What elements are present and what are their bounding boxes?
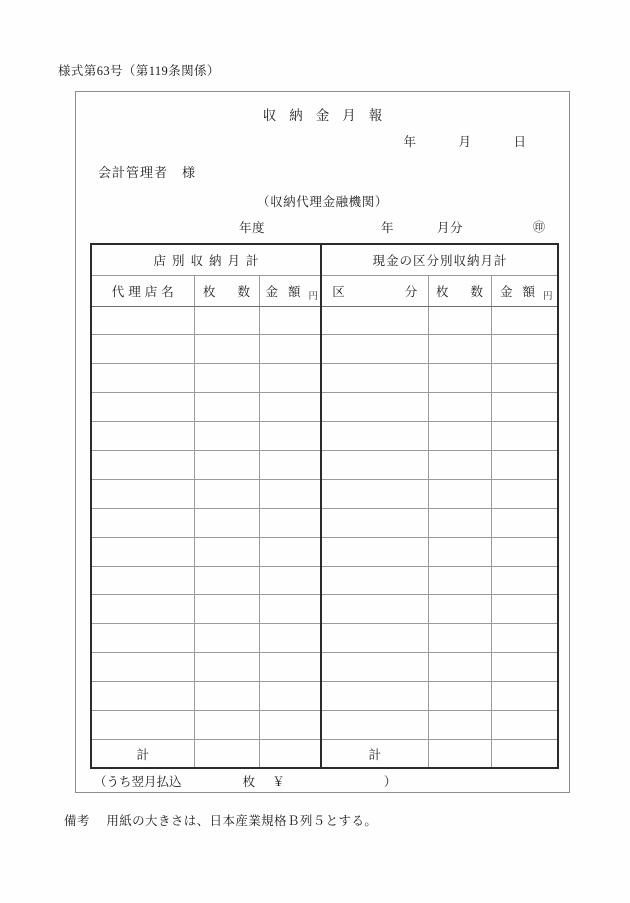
cell-amount-left[interactable] (259, 566, 321, 595)
carry-note-open: （うち翌月払込 (94, 775, 182, 789)
cell-category[interactable] (321, 306, 428, 335)
cell-category[interactable] (321, 682, 428, 711)
col-header-sheets-left-part2: 数 (237, 284, 251, 299)
cell-sheets-left[interactable] (194, 450, 259, 479)
period-row (76, 218, 569, 238)
col-header-amount-left (259, 275, 321, 306)
cell-amount-right[interactable] (491, 566, 558, 595)
year-label: 年 (381, 221, 395, 235)
cell-amount-left[interactable] (259, 595, 321, 624)
cell-amount-left[interactable] (259, 682, 321, 711)
seal-icon: ㊞ (532, 220, 545, 234)
cell-category[interactable] (321, 335, 428, 364)
cell-sheets-left[interactable] (194, 364, 259, 393)
form-number: 様式第63号（第119条関係） (58, 64, 220, 78)
table-row[interactable] (91, 710, 558, 739)
cell-sheets-left[interactable] (194, 479, 259, 508)
cell-category[interactable] (321, 364, 428, 393)
table-row[interactable] (91, 508, 558, 537)
group-header-right: 現金の区分別収納月計 (321, 244, 558, 275)
cell-category[interactable] (321, 450, 428, 479)
col-header-sheets-left (194, 275, 259, 306)
table-total-row (91, 739, 558, 768)
cell-amount-left[interactable] (259, 422, 321, 451)
carry-note-yen-symbol: ￥ (272, 775, 285, 789)
total-sheets-left[interactable] (194, 739, 259, 768)
col-header-amount-right-unit: 円 (543, 291, 553, 302)
total-sheets-right[interactable] (428, 739, 491, 768)
table-row[interactable] (91, 364, 558, 393)
cell-sheets-right[interactable] (428, 710, 491, 739)
cell-sheets-right[interactable] (428, 450, 491, 479)
table-row[interactable] (91, 566, 558, 595)
carry-note-close: ） (383, 775, 397, 789)
cell-agency-name[interactable] (91, 335, 194, 364)
col-header-amount-left-part1: 金 (265, 284, 278, 299)
col-header-amount-left-unit: 円 (308, 291, 319, 302)
table-row[interactable] (91, 479, 558, 508)
cell-category[interactable] (321, 479, 428, 508)
table-row[interactable] (91, 595, 558, 624)
cell-amount-right[interactable] (491, 537, 558, 566)
cell-sheets-right[interactable] (428, 393, 491, 422)
cell-amount-right[interactable] (491, 682, 558, 711)
col-header-amount-left-part2: 額 (287, 284, 301, 299)
cell-amount-right[interactable] (491, 306, 558, 335)
footer-remark-label: 備考 (64, 814, 90, 828)
cell-category[interactable] (321, 595, 428, 624)
cell-agency-name[interactable] (91, 450, 194, 479)
cell-agency-name[interactable] (91, 479, 194, 508)
fiscal-year-label: 年度 (239, 221, 266, 235)
table-row[interactable] (91, 682, 558, 711)
cell-agency-name[interactable] (91, 306, 194, 335)
col-header-amount-right (491, 275, 558, 306)
table-row[interactable] (91, 450, 558, 479)
cell-sheets-right[interactable] (428, 306, 491, 335)
institution-label: （収納代理金融機関） (256, 195, 388, 209)
cell-amount-right[interactable] (491, 479, 558, 508)
cell-amount-right[interactable] (491, 364, 558, 393)
cell-sheets-left[interactable] (194, 508, 259, 537)
table-row[interactable] (91, 335, 558, 364)
cell-sheets-left[interactable] (194, 566, 259, 595)
cell-sheets-left[interactable] (194, 653, 259, 682)
cell-amount-left[interactable] (259, 479, 321, 508)
cell-category[interactable] (321, 537, 428, 566)
page-title: 収納金月報 (262, 108, 396, 123)
footer-remark (64, 811, 377, 829)
table-row[interactable] (91, 537, 558, 566)
cell-amount-right[interactable] (491, 450, 558, 479)
cell-sheets-left[interactable] (194, 710, 259, 739)
cell-amount-right[interactable] (491, 508, 558, 537)
cell-sheets-left[interactable] (194, 422, 259, 451)
table-row[interactable] (91, 422, 558, 451)
cell-amount-left[interactable] (259, 335, 321, 364)
carry-forward-note (94, 772, 396, 790)
cell-agency-name[interactable] (91, 422, 194, 451)
col-header-sheets-right (428, 275, 491, 306)
col-header-amount-right-part2: 額 (522, 284, 536, 299)
cell-agency-name[interactable] (91, 393, 194, 422)
cell-amount-left[interactable] (259, 508, 321, 537)
cell-amount-left[interactable] (259, 393, 321, 422)
cell-amount-right[interactable] (491, 422, 558, 451)
col-header-sheets-right-part1: 枚 (435, 284, 449, 299)
month-label: 月分 (437, 221, 464, 235)
total-amount-right[interactable] (491, 739, 558, 768)
cell-amount-right[interactable] (491, 710, 558, 739)
date-line: 年 月 日 (403, 135, 541, 149)
cell-sheets-right[interactable] (428, 595, 491, 624)
cell-amount-left[interactable] (259, 710, 321, 739)
cell-sheets-left[interactable] (194, 393, 259, 422)
cell-category[interactable] (321, 566, 428, 595)
cell-agency-name[interactable] (91, 710, 194, 739)
cell-category[interactable] (321, 710, 428, 739)
col-header-sheets-left-part1: 枚 (202, 284, 216, 299)
cell-amount-right[interactable] (491, 595, 558, 624)
cell-category[interactable] (321, 508, 428, 537)
form-outer-frame (75, 91, 570, 793)
cell-agency-name[interactable] (91, 537, 194, 566)
cell-amount-right[interactable] (491, 335, 558, 364)
cell-sheets-right[interactable] (428, 508, 491, 537)
cell-sheets-left[interactable] (194, 682, 259, 711)
addressee: 会計管理者 様 (98, 165, 197, 180)
cell-sheets-right[interactable] (428, 364, 491, 393)
cell-sheets-right[interactable] (428, 422, 491, 451)
cell-amount-left[interactable] (259, 450, 321, 479)
cell-amount-right[interactable] (491, 653, 558, 682)
cell-agency-name[interactable] (91, 364, 194, 393)
total-label-left: 計 (91, 739, 194, 768)
collection-report-table (90, 243, 559, 769)
cell-category[interactable] (321, 653, 428, 682)
cell-sheets-right[interactable] (428, 682, 491, 711)
cell-amount-left[interactable] (259, 306, 321, 335)
cell-amount-left[interactable] (259, 364, 321, 393)
cell-sheets-right[interactable] (428, 335, 491, 364)
cell-category[interactable] (321, 624, 428, 653)
cell-agency-name[interactable] (91, 624, 194, 653)
cell-agency-name[interactable] (91, 653, 194, 682)
col-header-category-part2: 分 (404, 284, 418, 299)
table-column-header-row (91, 275, 558, 306)
cell-sheets-left[interactable] (194, 624, 259, 653)
carry-note-sheets-unit: 枚 (242, 775, 256, 789)
cell-amount-left[interactable] (259, 653, 321, 682)
total-label-right: 計 (321, 739, 428, 768)
total-amount-left[interactable] (259, 739, 321, 768)
cell-sheets-left[interactable] (194, 595, 259, 624)
col-header-category (321, 275, 428, 306)
cell-agency-name[interactable] (91, 566, 194, 595)
table-row[interactable] (91, 306, 558, 335)
cell-category[interactable] (321, 422, 428, 451)
table-row[interactable] (91, 393, 558, 422)
col-header-agency-name: 代理店名 (91, 275, 194, 306)
cell-sheets-right[interactable] (428, 479, 491, 508)
cell-sheets-right[interactable] (428, 624, 491, 653)
col-header-sheets-right-part2: 数 (470, 284, 484, 299)
cell-amount-right[interactable] (491, 393, 558, 422)
col-header-amount-right-part1: 金 (499, 284, 513, 299)
cell-amount-left[interactable] (259, 537, 321, 566)
table-group-header-row (91, 244, 558, 275)
footer-remark-text: 用紙の大きさは、日本産業規格Ｂ列５とする。 (106, 814, 378, 828)
cell-sheets-right[interactable] (428, 653, 491, 682)
group-header-left: 店別収納月計 (91, 244, 321, 275)
cell-amount-right[interactable] (491, 624, 558, 653)
table-row[interactable] (91, 653, 558, 682)
cell-sheets-right[interactable] (428, 566, 491, 595)
cell-sheets-left[interactable] (194, 537, 259, 566)
col-header-category-part1: 区 (332, 284, 345, 299)
cell-sheets-right[interactable] (428, 537, 491, 566)
cell-agency-name[interactable] (91, 682, 194, 711)
table-row[interactable] (91, 624, 558, 653)
cell-category[interactable] (321, 393, 428, 422)
cell-amount-left[interactable] (259, 624, 321, 653)
cell-sheets-left[interactable] (194, 335, 259, 364)
cell-agency-name[interactable] (91, 595, 194, 624)
cell-sheets-left[interactable] (194, 306, 259, 335)
cell-agency-name[interactable] (91, 508, 194, 537)
